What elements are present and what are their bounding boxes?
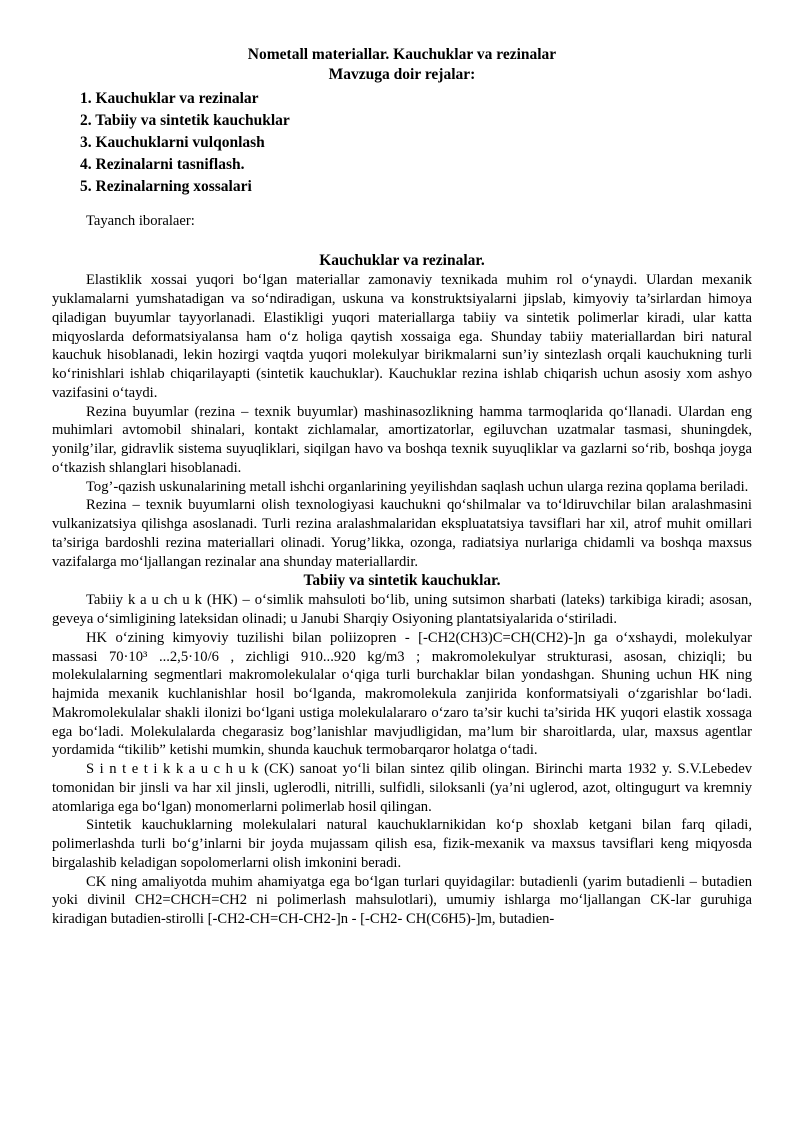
paragraph: Sintetik kauchuklarning molekulalari natural kauchuklarnikidan ko‘p shoxlab ketgani bilan farq qiladi, polimerlashda turli bo‘g’inlarni bir joyda mujassam qilish esa, fizik-mexanik va maxsus tavsiflari keng miqyosda birgalashib keladigan sopolomerlarni olish imkonini beradi. [52, 817, 752, 871]
paragraph: Tabiiy k a u ch u k (HK) – o‘simlik mahsuloti bo‘lib, uning sutsimon sharbati (lateks) tarkibiga kiradi; asosan, geveya o‘simligining lateksidan olinadi; u Janubi Sharqiy Osiyoning plantatsiyalarida o‘stiriladi. [52, 592, 752, 628]
paragraph: Rezina – texnik buyumlarni olish texnologiyasi kauchukni qo‘shilmalar va to‘ldiruvchilar bilan aralashmasini vulkanizatsiya qilishga asoslanadi. Turli rezina aralashmalaridan ekspluatatsiya tavsiflari har xil, atrof muhit omillari ta’siriga bardoshli rezina materiallari olinadi. Yorug’likka, ozonga, radiatsiya nurlariga chidamli va boshqa maxsus vazifalarga mo‘ljallangan rezinalar ana shunday materiallardir. [52, 497, 752, 570]
paragraph: Elastiklik xossai yuqori bo‘lgan materiallar zamonaviy texnikada muhim rol o‘ynaydi. Ulardan mexanik yuklamalarni yumshatadigan va so‘ndiradigan, uskuna va konstruktsiyalarni jipslab, kimyoviy ta’sirlardan himoya qiladigan buyumlar tayyorlanadi. Elastikligi yuqori materiallarga tabiiy va sintetik polimerlar kiradi, ular katta miqyoslarda deformatsiyalansa ham o‘z holiga qaytish xossaiga ega. Shunday tabiiy materiallardan biri natural kauchuk hisoblanadi, lekin hozirgi vaqtda yuqori molekulyar birikmalarni sun’iy sintezlash orqali kauchukning turli ko‘rinishlari ishlab chiqarilayapti (sintetik kauchuklar). Kauchuklar rezina ishlab chiqarish uchun asosiy xom ashyo vazifasini o‘taydi. [52, 272, 752, 401]
paragraph: Rezina buyumlar (rezina – texnik buyumlar) mashinasozlikning hamma tarmoqlarida qo‘llanadi. Ulardan eng muhimlari avtomobil shinalari, kontakt zichlamalar, amortizatorlar, egiluvchan uzatmalar tasmasi, shuningdek, yonilg’ilar, gidravlik sistema suyuqliklari, siqilgan havo va boshqa texnik suyuqliklar va gazlarni so‘rib, boshqa joyga o‘tkazish shlanglari hisoblanadi. [52, 403, 752, 476]
section-heading-kauchuklar: Kauchuklar va rezinalar. [319, 252, 485, 270]
spacer [52, 231, 752, 251]
page-subtitle: Mavzuga doir rejalar: [328, 66, 476, 84]
list-item: 5. Rezinalarning xossalari [80, 177, 252, 195]
paragraph: Tog’-qazish uskunalarining metall ishchi organlarining yeyilishdan saqlash uchun ularga rezina qoplama beriladi. [86, 478, 749, 495]
list-item: 1. Kauchuklar va rezinalar [80, 89, 259, 107]
paragraph: CK ning amaliyotda muhim ahamiyatga ega bo‘lgan turlari quyidagilar: butadienli (yarim butadienli – butadien yoki divinil CH2=CHCH=CH2 ni polimerlash mahsulotlari), umumiy ishlarga mo‘ljallangan CK-lar guruhiga kiradigan butadien-stirolli [-CH2-CH=CH-CH2-]n - [-CH2- CH(C6H5)-]m, butadien- [52, 873, 752, 928]
list-item: 3. Kauchuklarni vulqonlash [80, 133, 265, 151]
page-title: Nometall materiallar. Kauchuklar va rezinalar [247, 46, 557, 63]
paragraph: HK o‘zining kimyoviy tuzilishi bilan poliizopren - [-CH2(CH3)C=CH(CH2)-]n ga o‘xshaydi, molekulyar massasi 70·10³ ...2,5·10/6 , zichligi 910...920 kg/m3 ; makromolekulyar strukturasi, asosan, chiziqli; bu molekulalarning segmentlari makromolekulalar o‘qiga turli burchaklar bilan yondashgan. Shuning uchun HK ning hajmida mexanik kuchlanishlar hosil bo‘lganda, makromolekula zanjirida konformatsiyali o‘zgarishlar bo‘ladi. Makromolekulalar shakli ilonizi bo‘lgani ustiga molekulalararo o‘zaro ta’sir kuchi ta’sirida HK yuqori elastik xossaga ega bo‘ladi. Molekulalarda chegarasiz bog’lanishlar mavjudligidan, ma’lum bir sharoitlarda, ular, maxsus agentlar yordamida “tikilib” ketishi mumkin, shunda kauchuk termobarqaror holatga o‘tadi. [52, 629, 752, 759]
section-heading-tabiiy-sintetik: Tabiiy va sintetik kauchuklar. [303, 572, 501, 590]
keywords-label: Tayanch iboralaer: [86, 212, 195, 229]
paragraph: S i n t e t i k k a u c h u k (CK) sanoat yo‘li bilan sintez qilib olingan. Birinchi marta 1932 y. S.V.Lebedev tomonidan bir jinsli va har xil jinsli, uglerodli, nitrilli, sulfidli, siloksanli (ya’ni uglerod, azot, oltingugurt va kremniy atomlariga ega bo‘lgan) monomerlarni polimerlab hosil qilingan. [52, 761, 752, 815]
plan-list [52, 88, 752, 198]
list-item: 2. Tabiiy va sintetik kauchuklar [80, 111, 290, 129]
spacer [52, 198, 752, 212]
list-item: 4. Rezinalarni tasniflash. [80, 155, 245, 173]
